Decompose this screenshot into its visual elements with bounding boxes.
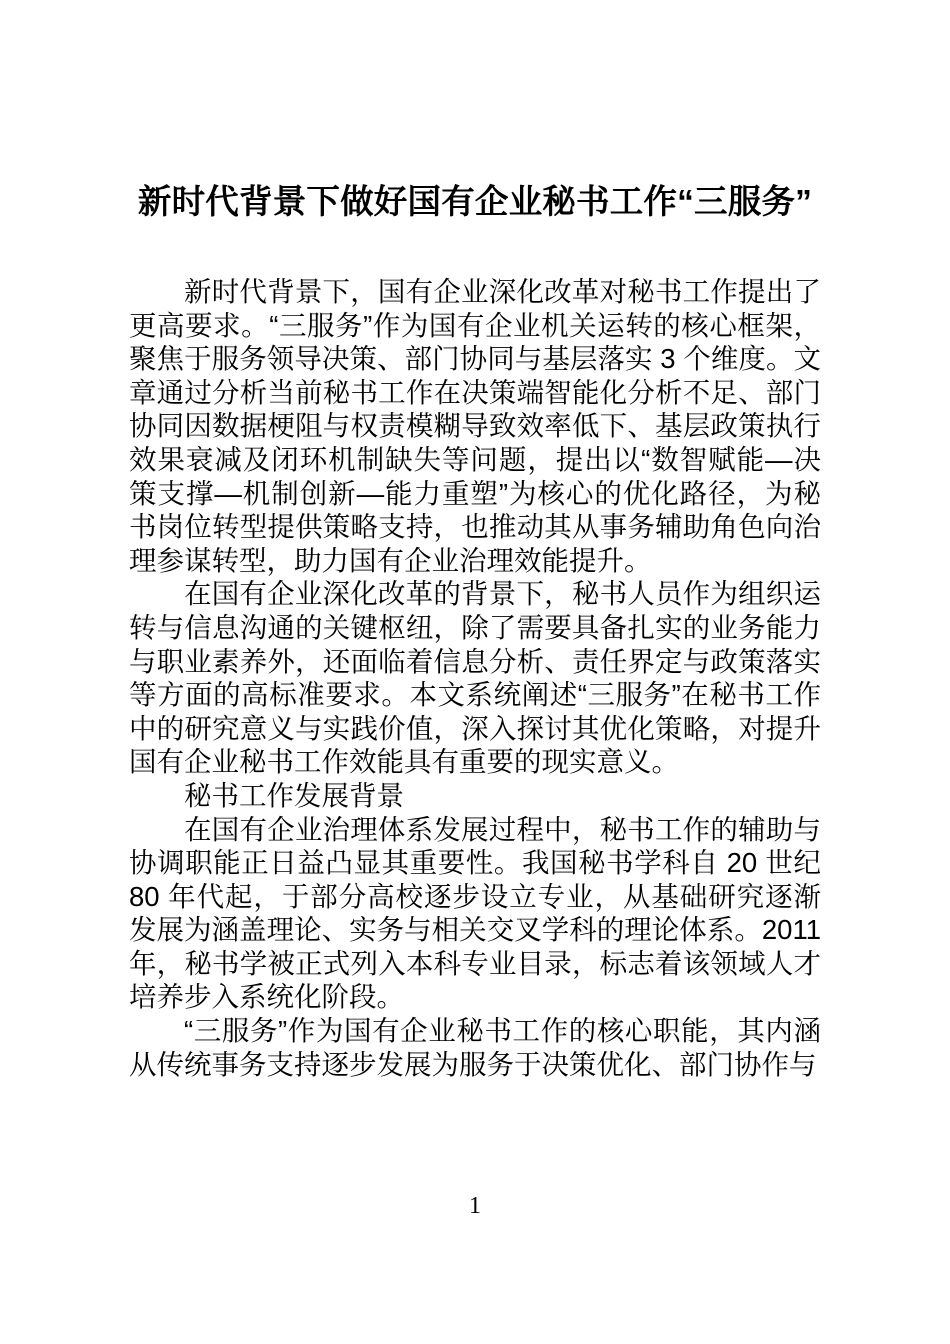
paragraph-three-services-meaning: “三服务”作为国有企业秘书工作的核心职能，其内涵从传统事务支持逐步发展为服务于决策优化、部门协作与: [129, 1015, 821, 1080]
paragraph-introduction: 在国有企业深化改革的背景下，秘书人员作为组织运转与信息沟通的关键枢纽，除了需要具备扎实的业务能力与职业素养外，还面临着信息分析、责任界定与政策落实等方面的高标准要求。本文系统阐述“三服务”在秘书工作中的研究意义与实践价值，深入探讨其优化策略，对提升国有企业秘书工作效能具有重要的现实意义。: [129, 578, 821, 778]
section-heading-background: 秘书工作发展背景: [184, 779, 404, 811]
page-number: 1: [469, 1193, 481, 1219]
page-content: [129, 0, 821, 1081]
document-body: [129, 275, 821, 1081]
paragraph-discipline-history: 在国有企业治理体系发展过程中，秘书工作的辅助与协调职能正日益凸显其重要性。我国秘书学科自 20 世纪 80 年代起，于部分高校逐步设立专业，从基础研究逐渐发展为涵盖理论、实务与相关交叉学科的理论体系。2011 年，秘书学被正式列入本科专业目录，标志着该领域人才培养步入系统化阶段。: [129, 813, 821, 1013]
paragraph-abstract: 新时代背景下，国有企业深化改革对秘书工作提出了更高要求。“三服务”作为国有企业机关运转的核心框架，聚焦于服务领导决策、部门协同与基层落实 3 个维度。文章通过分析当前秘书工作在决策端智能化分析不足、部门协同因数据梗阻与权责模糊导致效率低下、基层政策执行效果衰减及闭环机制缺失等问题，提出以“数智赋能—决策支撑—机制创新—能力重塑”为核心的优化路径，为秘书岗位转型提供策略支持，也推动其从事务辅助角色向治理参谋转型，助力国有企业治理效能提升。: [129, 276, 821, 576]
page-title: 新时代背景下做好国有企业秘书工作“三服务”: [137, 184, 813, 221]
